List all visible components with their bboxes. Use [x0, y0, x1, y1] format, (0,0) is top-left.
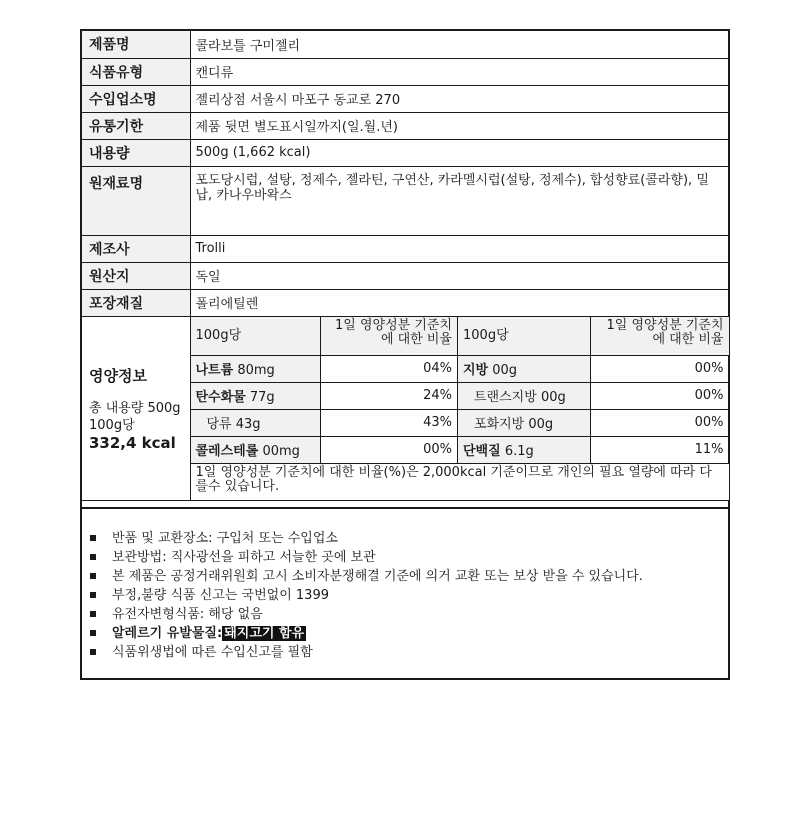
nutrition-footnote-row — [191, 463, 729, 500]
nutrient-percent: 24% — [321, 382, 458, 409]
nutrient-name: 포화지방 00g — [458, 409, 591, 436]
nutrition-header-standard: 1일 영양성분 기준치에 대한 비율 — [321, 317, 458, 356]
nutrition-header-per: 100g당 — [458, 317, 591, 356]
nutrition-row — [191, 409, 729, 436]
nutrition-row — [191, 436, 729, 463]
info-row-packaging — [82, 289, 728, 316]
info-value: 포도당시럽, 설탕, 정제수, 젤라틴, 구연산, 카라멜시럽(설탕, 정제수), 합성향료(콜라향), 밀납, 카나우바왁스 — [190, 166, 728, 235]
info-row-product-name — [82, 31, 728, 58]
note-item: 식품위생법에 따른 수입신고를 필함 — [90, 643, 728, 662]
info-label: 제품명 — [82, 31, 190, 58]
square-bullet-icon — [90, 611, 96, 617]
info-value: 캔디류 — [190, 58, 728, 85]
allergy-label: 알레르기 유발물질: — [112, 626, 223, 641]
note-item-allergy — [90, 624, 728, 643]
nutrient-percent: 00% — [591, 355, 729, 382]
nutrition-footnote: 1일 영양성분 기준치에 대한 비율(%)은 2,000kcal 기준이므로 개인의 필요 열량에 따라 다를수 있습니다. — [191, 463, 729, 500]
info-row-nutrition — [82, 316, 728, 500]
square-bullet-icon — [90, 554, 96, 560]
allergy-value: 돼지고기 함유 — [224, 626, 305, 641]
info-label: 내용량 — [82, 139, 190, 166]
info-value: Trolli — [190, 235, 728, 262]
note-item: 본 제품은 공정거래위원회 고시 소비자분쟁해결 기준에 의거 교환 또는 보상 받을 수 있습니다. — [90, 567, 728, 586]
info-label: 제조사 — [82, 235, 190, 262]
nutrition-row — [191, 382, 729, 409]
nutrition-header-standard: 1일 영양성분 기준치에 대한 비율 — [591, 317, 729, 356]
nutrient-percent: 04% — [321, 355, 458, 382]
nutrient-percent: 00% — [321, 436, 458, 463]
info-label: 원산지 — [82, 262, 190, 289]
info-label: 포장재질 — [82, 289, 190, 316]
nutrition-table-cell — [190, 316, 728, 500]
nutrient-percent: 00% — [591, 409, 729, 436]
nutrition-header-row — [191, 317, 729, 356]
nutrient-name: 당류 43g — [191, 409, 321, 436]
info-row-origin — [82, 262, 728, 289]
info-row-manufacturer — [82, 235, 728, 262]
nutrient-name: 나트륨 80mg — [191, 355, 321, 382]
info-label: 수입업소명 — [82, 85, 190, 112]
nutrition-per: 100g당 — [89, 417, 135, 433]
info-row-expiry — [82, 112, 728, 139]
nutrition-title: 영양정보 — [89, 366, 147, 385]
square-bullet-icon — [90, 535, 96, 541]
nutrient-percent: 11% — [591, 436, 729, 463]
nutrient-percent: 00% — [591, 382, 729, 409]
info-value: 500g (1,662 kcal) — [190, 139, 728, 166]
info-label: 유통기한 — [82, 112, 190, 139]
note-item: 보관방법: 직사광선을 피하고 서늘한 곳에 보관 — [90, 548, 728, 567]
note-item: 유전자변형식품: 해당 없음 — [90, 605, 728, 624]
info-value: 콜라보틀 구미젤리 — [190, 31, 728, 58]
square-bullet-icon — [90, 649, 96, 655]
notes-list — [82, 529, 728, 662]
info-value: 독일 — [190, 262, 728, 289]
product-label-sheet — [80, 29, 730, 680]
nutrient-name: 트랜스지방 00g — [458, 382, 591, 409]
product-info-table — [82, 31, 728, 501]
info-label: 식품유형 — [82, 58, 190, 85]
square-bullet-icon — [90, 630, 96, 636]
nutrient-name: 탄수화물 77g — [191, 382, 321, 409]
info-value: 제품 뒷면 별도표시일까지(일.월.년) — [190, 112, 728, 139]
nutrient-percent: 43% — [321, 409, 458, 436]
info-row-ingredients — [82, 166, 728, 235]
nutrition-label-cell — [82, 316, 190, 500]
note-item: 부정,불량 식품 신고는 국번없이 1399 — [90, 586, 728, 605]
nutrition-header-per: 100g당 — [191, 317, 321, 356]
nutrition-row — [191, 355, 729, 382]
info-value: 젤리상점 서울시 마포구 동교로 270 — [190, 85, 728, 112]
info-row-importer — [82, 85, 728, 112]
nutrient-name: 단백질 6.1g — [458, 436, 591, 463]
nutrition-kcal: 332,4 kcal — [89, 433, 176, 452]
info-value: 폴리에틸렌 — [190, 289, 728, 316]
square-bullet-icon — [90, 573, 96, 579]
nutrient-name: 콜레스테롤 00mg — [191, 436, 321, 463]
note-item: 반품 및 교환장소: 구입처 또는 수입업소 — [90, 529, 728, 548]
nutrition-table — [191, 317, 729, 500]
info-label: 원재료명 — [82, 166, 190, 235]
info-row-content — [82, 139, 728, 166]
nutrition-total: 총 내용량 500g — [89, 400, 181, 416]
notes-section — [82, 507, 728, 662]
info-row-food-type — [82, 58, 728, 85]
square-bullet-icon — [90, 592, 96, 598]
nutrient-name: 지방 00g — [458, 355, 591, 382]
